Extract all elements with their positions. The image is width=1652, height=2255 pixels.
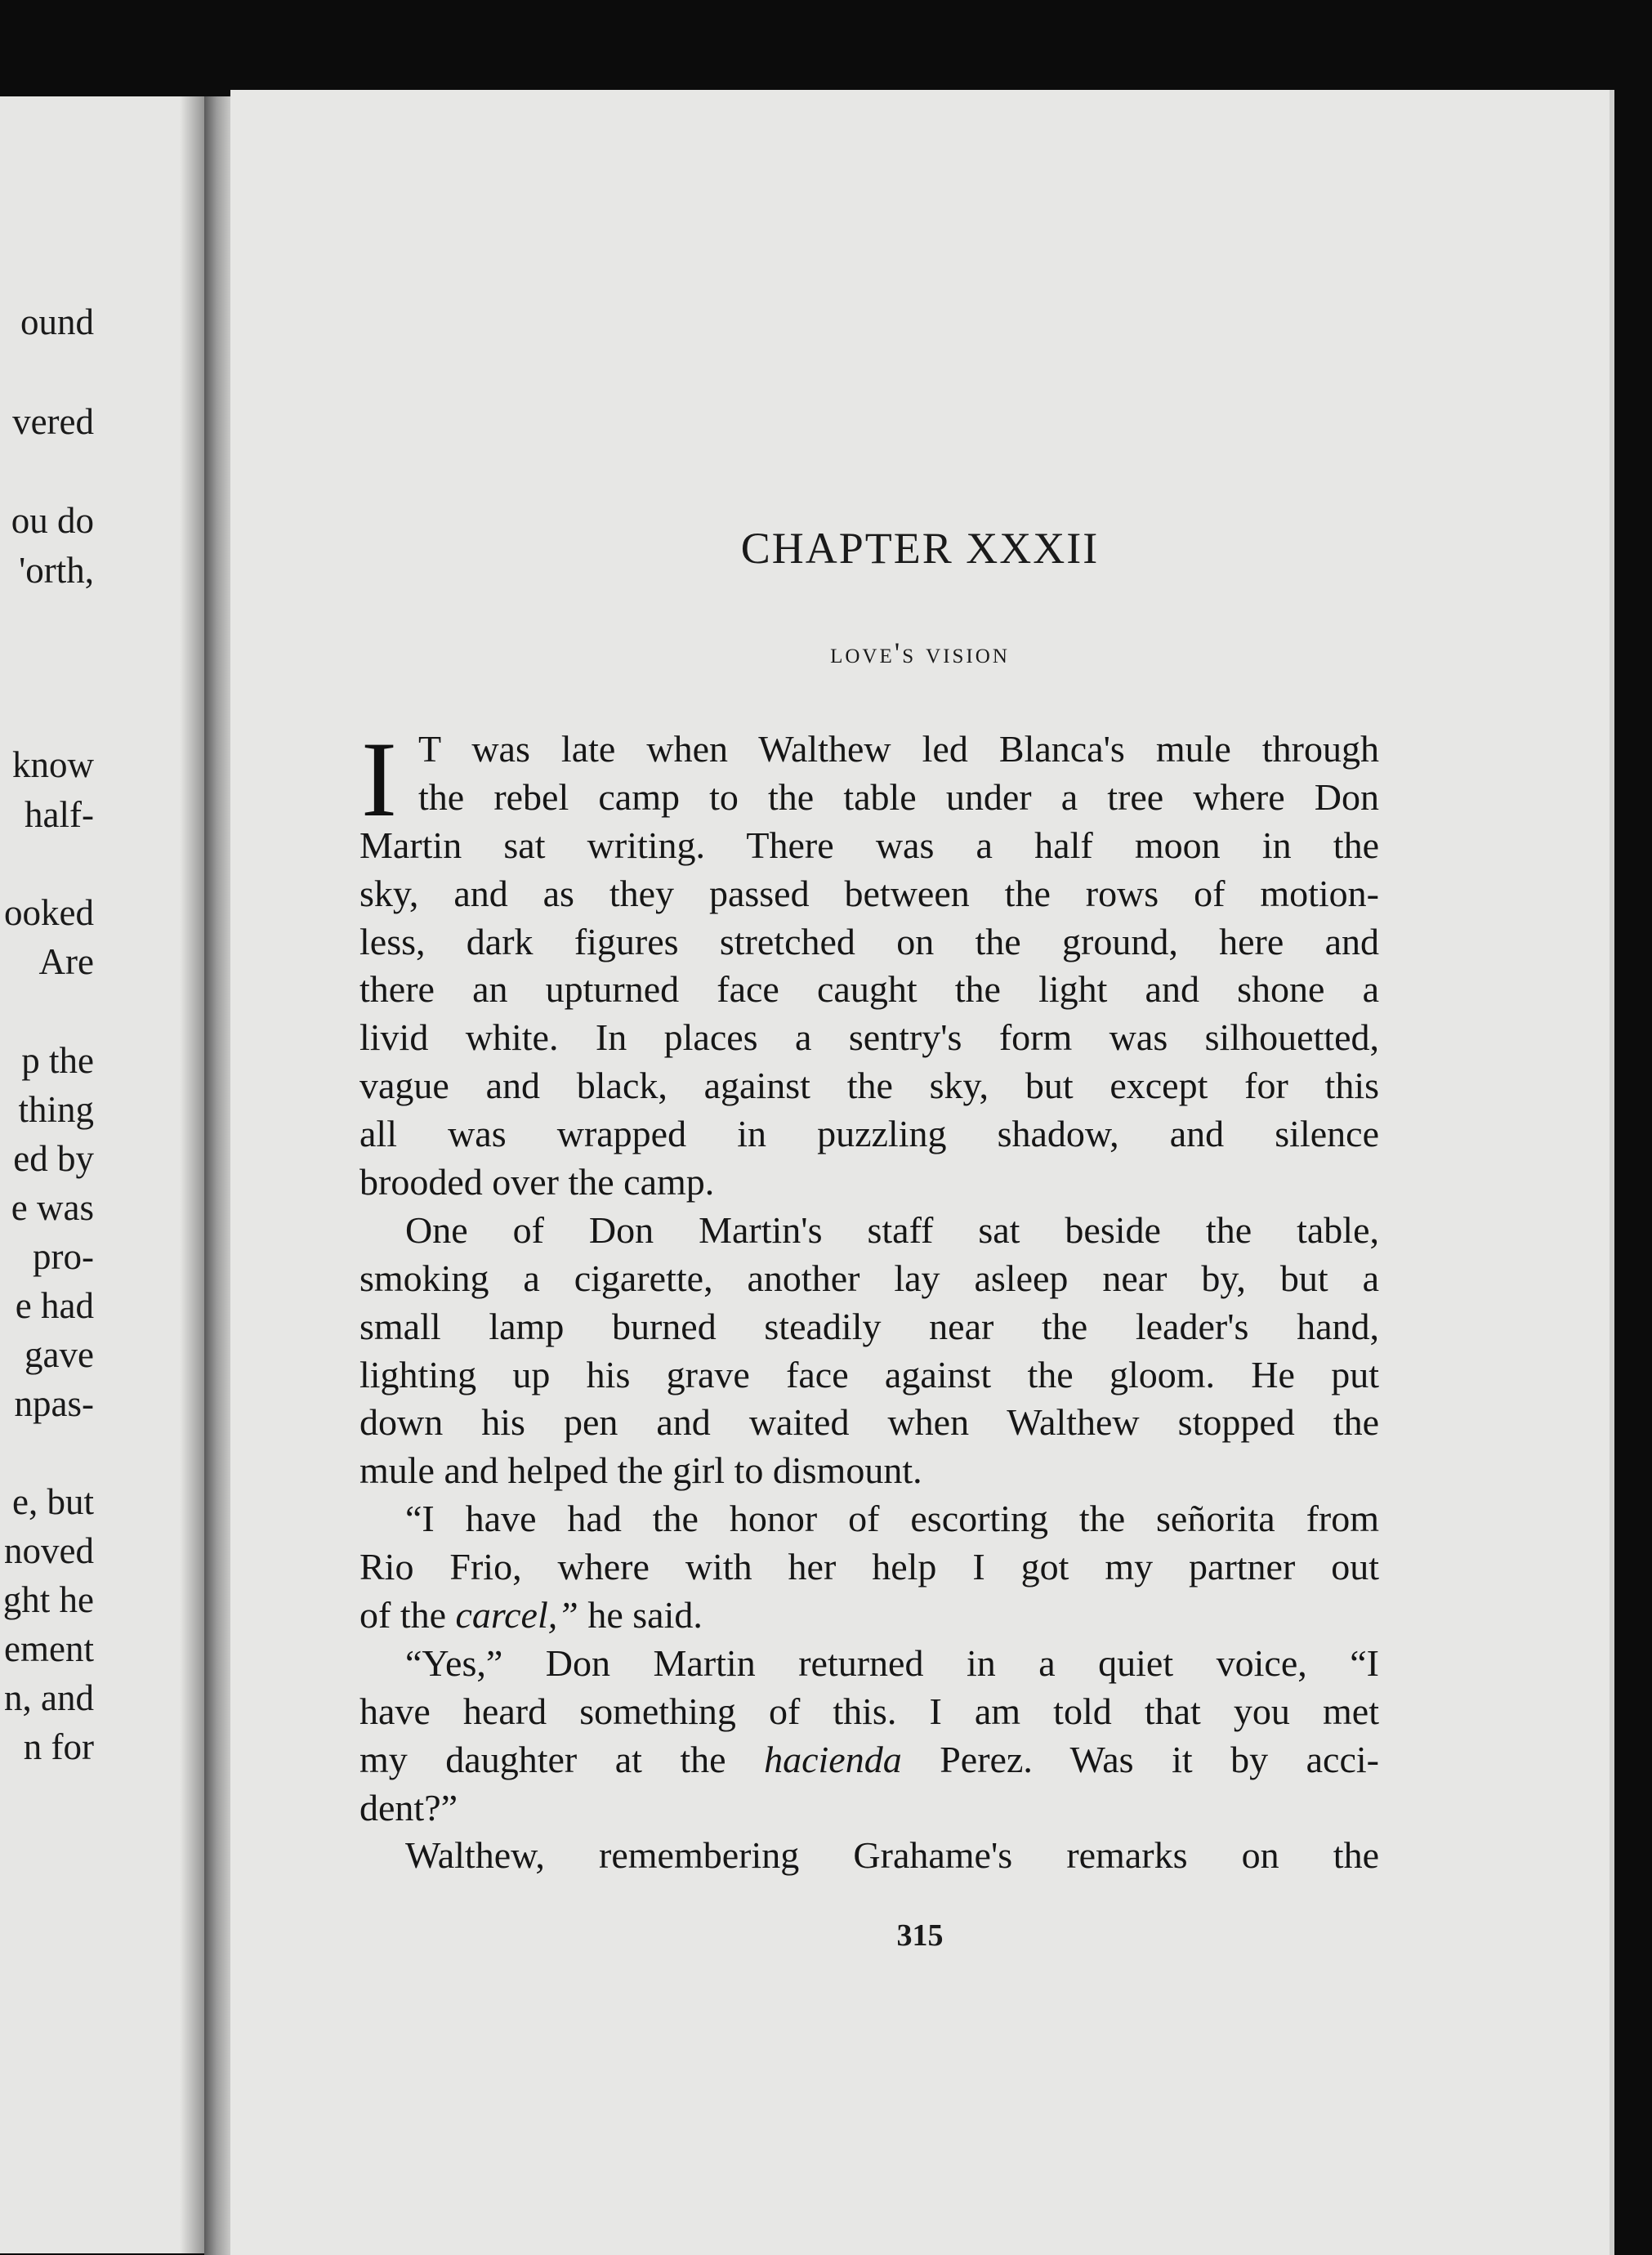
left-page-line: pro-	[33, 1236, 94, 1277]
left-page-line: thing	[18, 1089, 94, 1130]
left-page-line: e was	[11, 1187, 94, 1228]
text-line: vague and black, against the sky, but except for this	[359, 1065, 1379, 1107]
text-segment: he said.	[578, 1594, 703, 1637]
left-page-line: ght he	[2, 1579, 94, 1620]
spine-shadow	[180, 96, 204, 2253]
left-page-line: ound	[20, 301, 94, 342]
left-page-line: Are	[38, 941, 94, 982]
text-line: One of Don Martin's staff sat beside the table,	[405, 1208, 1379, 1251]
text-line: Martin sat writing. There was a half moon in the	[359, 824, 1379, 866]
text-line: Rio Frio, where with her help I got my partner out	[359, 1546, 1379, 1588]
text-line	[359, 1736, 1379, 1784]
italic-word: hacienda	[764, 1738, 902, 1780]
text-line: brooded over the camp.	[359, 1161, 715, 1203]
left-page-line: p the	[21, 1040, 94, 1081]
text-line	[359, 1592, 1379, 1640]
text-line: less, dark figures stretched on the ground, here and	[359, 920, 1379, 962]
left-page-line: ou do	[11, 500, 94, 541]
text-line: there an upturned face caught the light and shone a	[359, 968, 1379, 1011]
chapter-subtitle: love's vision	[830, 636, 1010, 669]
body-text	[359, 719, 1379, 1880]
italic-word: carcel,”	[455, 1594, 578, 1637]
text-segment: my daughter at the	[359, 1738, 765, 1780]
text-line: down his pen and waited when Walthew stopped the	[359, 1401, 1379, 1444]
text-line: lighting up his grave face against the gloom. He put	[359, 1353, 1379, 1395]
left-page-line: e, but	[12, 1481, 94, 1522]
left-page-line: noved	[4, 1530, 94, 1571]
left-page-line: half-	[25, 794, 94, 835]
left-page-line: n for	[23, 1726, 94, 1767]
text-line: all was wrapped in puzzling shadow, and silence	[359, 1113, 1379, 1155]
left-page-line: know	[12, 744, 94, 785]
text-line: “Yes,” Don Martin returned in a quiet voice, “I	[405, 1641, 1379, 1684]
text-line: livid white. In places a sentry's form was silhouetted,	[359, 1016, 1379, 1059]
left-page-line: n, and	[4, 1677, 94, 1718]
drop-cap: I	[361, 719, 397, 839]
left-page-line: ement	[4, 1628, 94, 1669]
text-line: the rebel camp to the table under a tree where Don	[418, 775, 1379, 818]
text-line: smoking a cigarette, another lay asleep near by, but a	[359, 1257, 1379, 1299]
left-page-line: ooked	[4, 892, 94, 933]
left-page-line: gave	[25, 1334, 94, 1375]
text-line: “I have had the honor of escorting the señorita from	[405, 1498, 1379, 1540]
text-line: have heard something of this. I am told that you met	[359, 1690, 1379, 1732]
text-line: T was late when Walthew led Blanca's mule through	[418, 728, 1379, 770]
left-page-line: 'orth,	[19, 550, 94, 591]
right-page	[230, 90, 1614, 2255]
book-gutter	[204, 96, 232, 2255]
text-segment: Perez. Was it by acci-	[901, 1738, 1379, 1780]
text-line: dent?”	[359, 1786, 458, 1829]
page-number: 315	[896, 1918, 944, 1953]
text-line: sky, and as they passed between the rows of motion-	[359, 872, 1379, 914]
left-page-line: vered	[12, 401, 94, 442]
left-page	[0, 96, 204, 2253]
text-line: small lamp burned steadily near the leader's hand,	[359, 1305, 1379, 1347]
chapter-title: CHAPTER XXXII	[740, 524, 1100, 573]
left-page-line: ed by	[13, 1138, 94, 1179]
text-line: mule and helped the girl to dismount.	[359, 1449, 922, 1492]
left-page-line: npas-	[14, 1383, 94, 1424]
text-segment: of the	[359, 1594, 456, 1637]
text-line: Walthew, remembering Grahame's remarks on the	[405, 1834, 1379, 1877]
left-page-line: e had	[15, 1285, 94, 1326]
